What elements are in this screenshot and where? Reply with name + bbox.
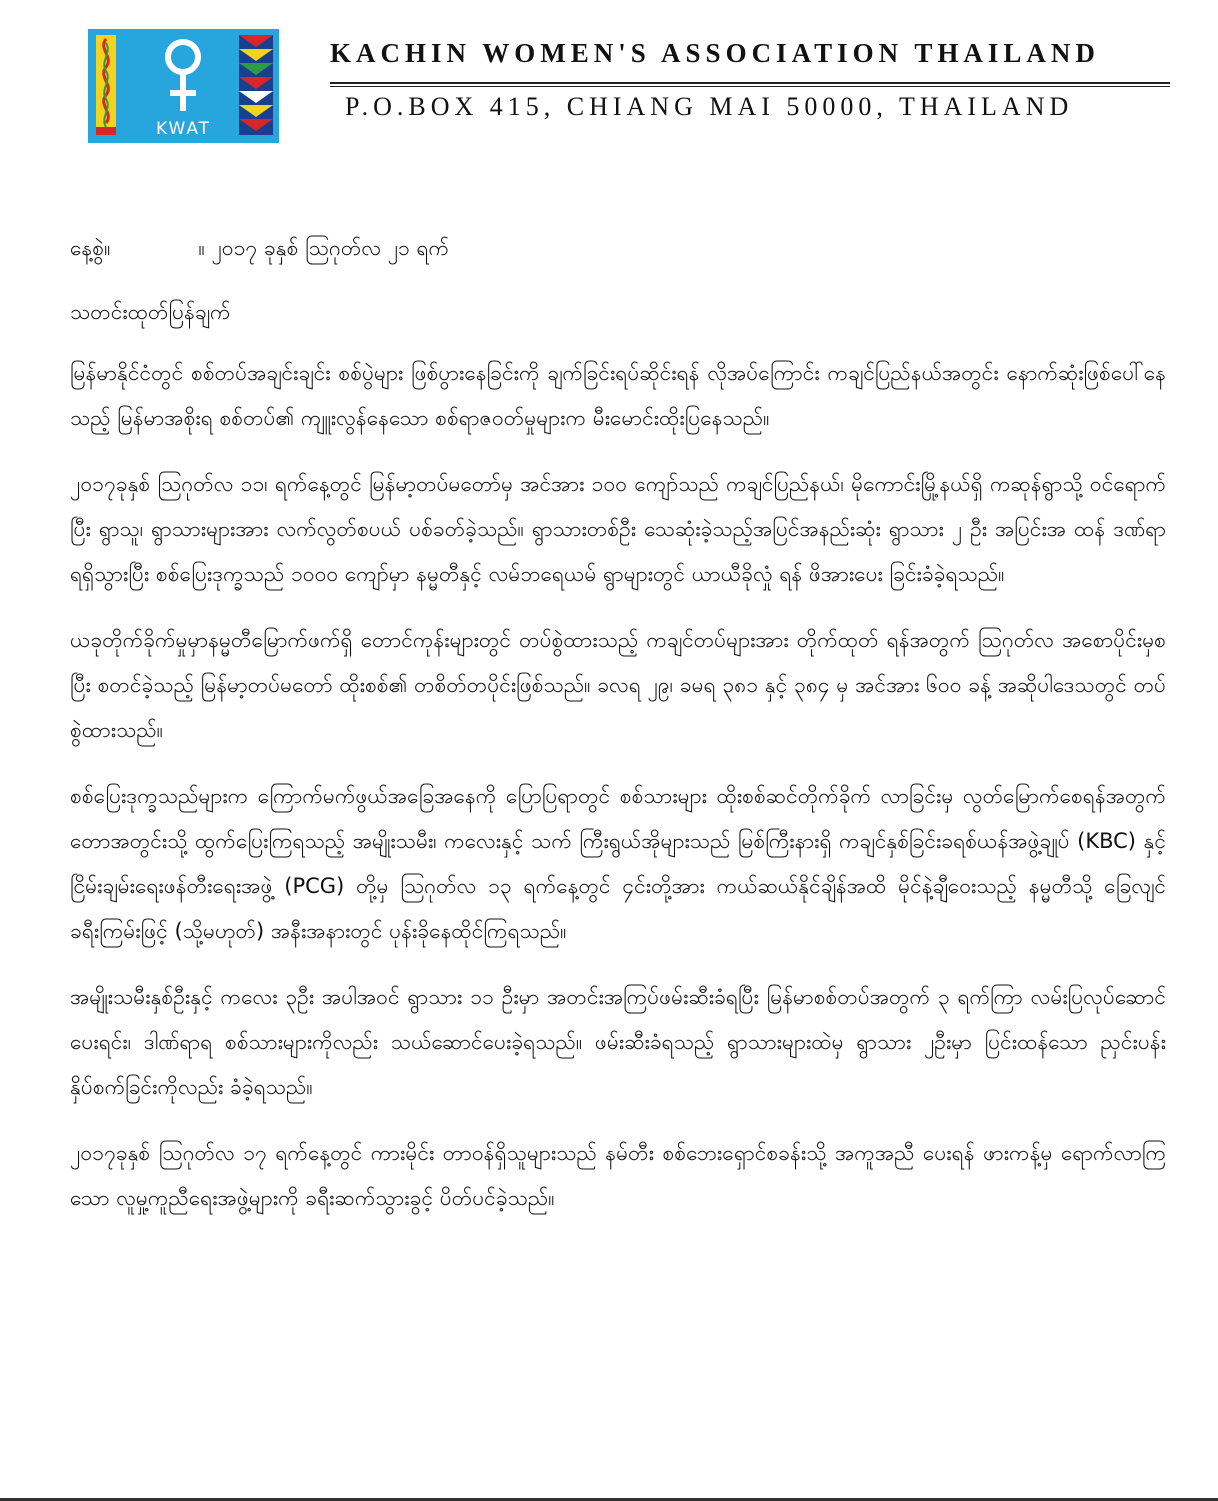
organization-name: KACHIN WOMEN'S ASSOCIATION THAILAND — [330, 38, 1100, 68]
subject-heading: သတင်းထုတ်ပြန်ချက် — [70, 300, 231, 324]
paragraph: ယခုတိုက်ခိုက်မှုမှာနမ္မတီမြောက်ဖက်ရှိ တောင်ကုန်းများတွင် တပ်စွဲထားသည့် ကချင်တပ်များအား တိုက်ထုတ် ရန်အတွက် ဩဂုတ်လ အစောပိုင်းမှစပြီး စတင်ခဲ့သည့် မြန်မာ့တပ်မတော် ထိုးစစ်၏ တစိတ်တပိုင်းဖြစ်သည်။ ခလရ ၂၉၊ ခမရ ၃၈၁ နှင့် ၃၈၄ မှ အင်အား ၆၀၀ ခန့် အဆိုပါဒေသတွင် တပ်စွဲထားသည်။ — [70, 628, 1166, 742]
paragraph: မြန်မာနိုင်ငံတွင် စစ်တပ်အချင်းချင်း စစ်ပွဲများ ဖြစ်ပွားနေခြင်းကို ချက်ခြင်းရပ်ဆိုင်းရန် လိုအပ်ကြောင်း ကချင်ပြည်နယ်အတွင်း နောက်ဆုံးဖြစ်ပေါ်နေသည့် မြန်မာအစိုးရ စစ်တပ်၏ ကျူးလွန်နေသော စစ်ရာဇဝတ်မှုများက မီးမောင်းထိုးပြနေသည်။ — [70, 361, 1166, 430]
paragraph: အမျိုးသမီးနှစ်ဦးနှင့် ကလေး ၃ဦး အပါအဝင် ရွာသား ၁၁ ဦးမှာ အတင်းအကြပ်ဖမ်းဆီးခံရပြီး မြန်မာစစ်တပ်အတွက် ၃ ရက်ကြာ လမ်းပြလုပ်ဆောင်ပေးရင်း၊ ဒါဏ်ရာရ စစ်သားများကိုလည်း သယ်ဆောင်ပေးခဲ့ရသည်။ ဖမ်းဆီးခံရသည့် ရွာသားများထဲမှ ရွာသား ၂ဦးမှာ ပြင်းထန်သော ညှင်းပန်းနှိပ်စက်ခြင်းကိုလည်း ခံခဲ့ရသည်။ — [70, 985, 1166, 1099]
organization-address: P.O.BOX 415, CHIANG MAI 50000, THAILAND — [345, 92, 1074, 121]
header-rule-thin — [330, 86, 1170, 87]
dateline — [70, 225, 1166, 275]
dateline-label: နေ့စွဲ။ — [70, 236, 111, 260]
letterhead — [0, 0, 1218, 160]
dateline-value: ။ ၂၀၁၇ ခုနှစ် ဩဂုတ်လ ၂၁ ရက် — [198, 236, 450, 260]
paragraph: ၂၀၁၇ခုနှစ် ဩဂုတ်လ ၁၁၊ ရက်နေ့တွင် မြန်မာ့တပ်မတော်မှ အင်အား ၁၀၀ ကျော်သည် ကချင်ပြည်နယ်၊ မိုကောင်းမြို့နယ်ရှိ ကဆုန်ရွာသို့ ဝင်ရောက်ပြီး ရွာသူ၊ ရွာသားများအား လက်လွတ်စပယ် ပစ်ခတ်ခဲ့သည်။ ရွာသားတစ်ဦး သေဆုံးခဲ့သည့်အပြင်အနည်းဆုံး ရွာသား ၂ ဦး အပြင်းအ ထန် ဒဏ်ရာရရှိသွားပြီး စစ်ပြေးဒုက္ခသည် ၁၀၀၀ ကျော်မှာ နမ္မတီနှင့် လမ်ဘရေယမ် ရွာများတွင် ယာယီခိုလှုံ ရန် ဖိအားပေး ခြင်းခံခဲ့ရသည်။ — [70, 472, 1166, 586]
paragraph: ၂၀၁၇ခုနှစ် ဩဂုတ်လ ၁၇ ရက်နေ့တွင် ကားမိုင်း တာဝန်ရှိသူများသည် နမ်တီး စစ်ဘေးရှောင်စခန်းသို့ အကူအညီ ပေးရန် ဖားကန့်မှ ရောက်လာကြသော လူမှု့ကူညီရေးအဖွဲ့များကို ခရီးဆက်သွားခွင့် ပိတ်ပင်ခဲ့သည်။ — [70, 1141, 1166, 1210]
kwat-logo — [88, 29, 279, 143]
header-rule — [330, 82, 1170, 84]
logo-text: KWAT — [155, 119, 212, 139]
female-symbol-icon — [158, 37, 208, 115]
paragraph: စစ်ပြေးဒုက္ခသည်များက ကြောက်မက်ဖွယ်အခြေအနေကို ပြောပြရာတွင် စစ်သားများ ထိုးစစ်ဆင်တိုက်ခိုက် လာခြင်းမှ လွတ်မြောက်စေရန်အတွက် တောအတွင်းသို့ ထွက်ပြေးကြရသည့် အမျိုးသမီး၊ ကလေးနှင့် သက် ကြီးရွယ်အိုများသည် မြစ်ကြီးနားရှိ ကချင်နှစ်ခြင်းခရစ်ယန်အဖွဲ့ချုပ် (KBC) နှင့် ငြိမ်းချမ်းရေးဖန်တီးရေးအဖွဲ့ (PCG) တို့မှ ဩဂုတ်လ ၁၃ ရက်နေ့တွင် ၄င်းတို့အား ကယ်ဆယ်နိုင်ချိန်အထိ မိုင်နဲ့ချီဝေးသည့် နမ္မတီသို့ ခြေလျင်ခရီးကြမ်းဖြင့် (သို့မဟုတ်) အနီးအနားတွင် ပုန်းခိုနေထိုင်ကြရသည်။ — [70, 784, 1166, 943]
letter-body — [70, 225, 1166, 1242]
